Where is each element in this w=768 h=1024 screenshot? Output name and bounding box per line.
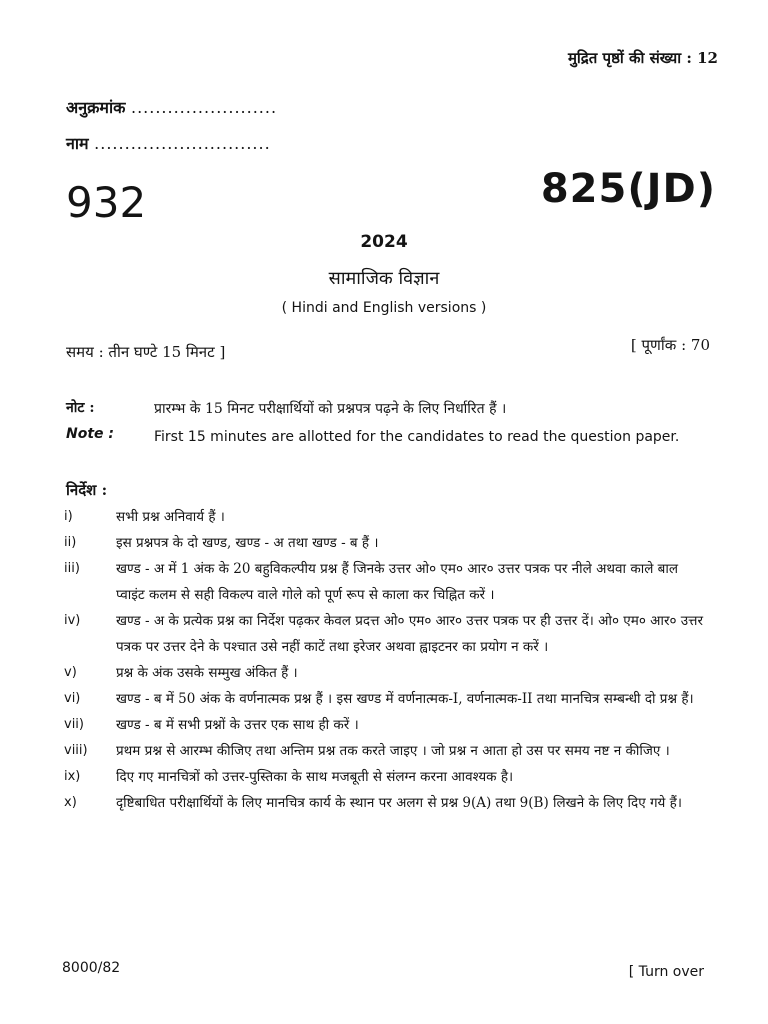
note-text: प्रारम्भ के 15 मिनट परीक्षार्थियों को प्रश्नपत्र पढ़ने के लिए निर्धारित हैं । — [154, 401, 507, 417]
instruction-text: सभी प्रश्न अनिवार्य हैं । — [116, 509, 225, 525]
instruction-item — [64, 608, 710, 660]
instruction-text: दिए गए मानचित्रों को उत्तर-पुस्तिका के साथ मजबूती से संलग्न करना आवश्यक है। — [116, 769, 514, 785]
note-hindi — [66, 398, 716, 420]
max-marks: [ पूर्णांक : 70 — [630, 336, 710, 354]
printed-pages-count: मुद्रित पृष्ठों की संख्या : 12 — [567, 49, 718, 67]
instruction-item — [64, 686, 710, 712]
instruction-item — [64, 530, 710, 556]
versions-note: ( Hindi and English versions ) — [281, 300, 487, 316]
instruction-number: vi) — [64, 691, 81, 706]
name-label: नाम — [66, 134, 89, 153]
paper-code-right: 825(JD) — [540, 166, 716, 212]
instruction-text: इस प्रश्नपत्र के दो खण्ड, खण्ड - अ तथा खण्ड - ब हैं । — [116, 535, 379, 551]
instruction-number: ii) — [64, 535, 77, 550]
instruction-text: प्रश्न के अंक उसके सम्मुख अंकित हैं । — [116, 665, 298, 681]
instruction-item — [64, 790, 710, 816]
note-english — [66, 426, 716, 448]
instruction-item — [64, 556, 710, 608]
instruction-text: खण्ड - अ में 1 अंक के 20 बहुविकल्पीय प्रश्न हैं जिनके उत्तर ओ० एम० आर० उत्तर पत्रक पर नीले अथवा काले बाल प्वाइंट कलम से सही विकल्प वाले गोले को पूर्ण रूप से काला कर चिह्नित करें । — [116, 561, 679, 603]
note-label: नोट : — [66, 400, 95, 416]
paper-code-left: 932 — [66, 178, 147, 227]
instruction-item — [64, 660, 710, 686]
instruction-number: viii) — [64, 743, 88, 758]
roll-number-label: अनुक्रमांक — [66, 98, 126, 117]
turn-over-label: [ Turn over — [628, 964, 704, 980]
instruction-text: खण्ड - ब में सभी प्रश्नों के उत्तर एक साथ ही करें । — [116, 717, 359, 733]
roll-number-field — [66, 96, 277, 118]
subject-title: सामाजिक विज्ञान — [328, 268, 440, 289]
instruction-number: iii) — [64, 561, 80, 576]
instruction-number: i) — [64, 509, 73, 524]
note-text: First 15 minutes are allotted for the candidates to read the question paper. — [154, 429, 680, 445]
roll-number-blank: ........................ — [130, 98, 278, 117]
instruction-number: ix) — [64, 769, 81, 784]
instruction-number: vii) — [64, 717, 84, 732]
instructions-heading: निर्देश : — [66, 481, 108, 499]
instruction-number: iv) — [64, 613, 81, 628]
name-blank: ............................. — [94, 134, 271, 153]
footer-code: 8000/82 — [62, 960, 121, 976]
time-allowed: समय : तीन घण्टे 15 मिनट ] — [66, 343, 226, 361]
instruction-text: खण्ड - अ के प्रत्येक प्रश्न का निर्देश पढ़कर केवल प्रदत्त ओ० एम० आर० उत्तर पत्रक पर ही उत्तर दें। ओ० एम० आर० उत्तर पत्रक पर उत्तर देने के पश्चात उसे नहीं काटें तथा इरेजर अथवा ह्वाइटनर का प्रयोग न करें । — [116, 613, 704, 655]
instruction-number: v) — [64, 665, 77, 680]
instruction-number: x) — [64, 795, 77, 810]
instruction-text: दृष्टिबाधित परीक्षार्थियों के लिए मानचित्र कार्य के स्थान पर अलग से प्रश्न 9(A) तथा 9(B) लिखने के लिए दिए गये हैं। — [116, 795, 682, 811]
instruction-text: खण्ड - ब में 50 अंक के वर्णनात्मक प्रश्न हैं । इस खण्ड में वर्णनात्मक-I, वर्णनात्मक-II तथा मानचित्र सम्बन्धी दो प्रश्न हैं। — [116, 691, 694, 707]
exam-year: 2024 — [360, 232, 408, 252]
instruction-item — [64, 504, 710, 530]
instructions-list — [64, 504, 710, 816]
instruction-item — [64, 712, 710, 738]
instruction-item — [64, 738, 710, 764]
name-field — [66, 132, 271, 154]
note-label: Note : — [66, 426, 114, 442]
instruction-item — [64, 764, 710, 790]
instruction-text: प्रथम प्रश्न से आरम्भ कीजिए तथा अन्तिम प्रश्न तक करते जाइए । जो प्रश्न न आता हो उस पर समय नष्ट न कीजिए । — [116, 743, 670, 759]
